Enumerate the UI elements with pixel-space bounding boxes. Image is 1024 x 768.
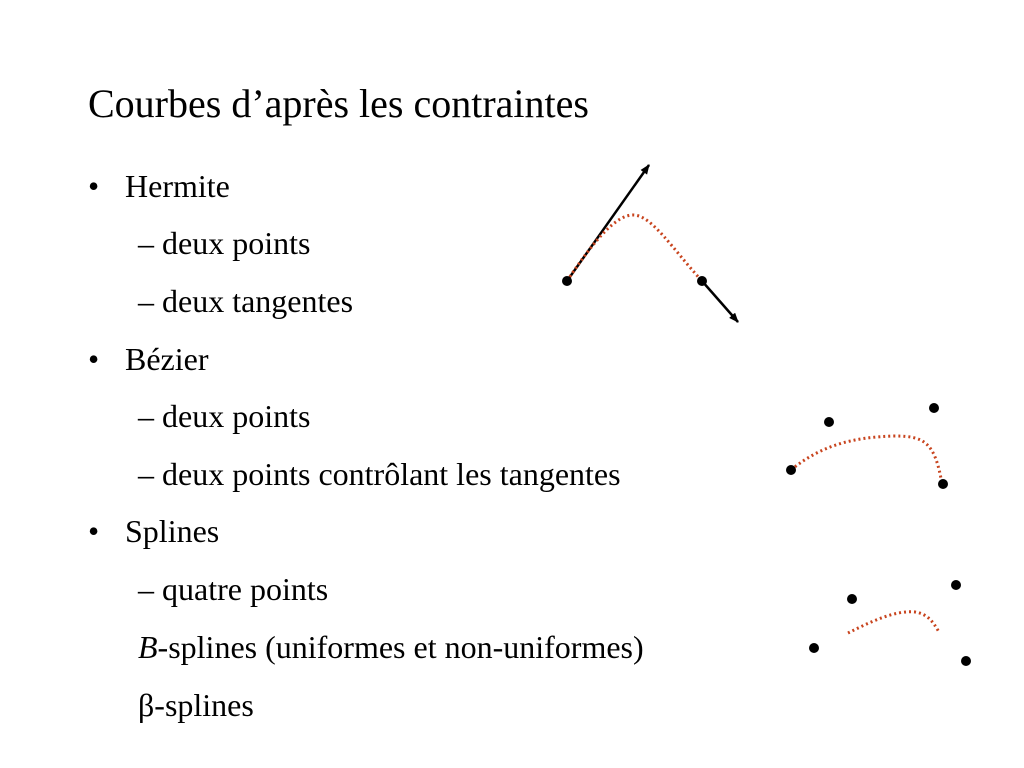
spline-curve: [848, 612, 939, 633]
bullet-label: Bézier: [125, 341, 209, 377]
slide-title: Courbes d’après les contraintes: [88, 81, 589, 126]
beta-splines-text: β-splines: [138, 687, 254, 723]
b-italic-prefix: B: [138, 629, 158, 665]
bezier-curve: [791, 436, 942, 484]
spline-point-4: [961, 656, 971, 666]
b-splines-text: -splines (uniformes et non-uniformes): [157, 629, 644, 665]
hermite-curve: [567, 215, 702, 281]
hermite-figure: [562, 165, 738, 322]
bezier-point-start: [786, 465, 796, 475]
hermite-tangent-arrow-end: [702, 281, 738, 322]
sub-item: – deux points contrôlant les tangentes: [138, 456, 621, 492]
hermite-point-end: [697, 276, 707, 286]
spline-figure: [809, 580, 971, 666]
bezier-point-end: [938, 479, 948, 489]
spline-point-1: [809, 643, 819, 653]
bullet-icon: •: [88, 168, 100, 204]
bullet-label: Hermite: [125, 168, 230, 204]
bezier-figure: [786, 403, 948, 489]
hermite-point-start: [562, 276, 572, 286]
sub-item: – deux tangentes: [138, 283, 354, 319]
bullet-label: Splines: [125, 513, 220, 549]
bezier-control-point-2: [929, 403, 939, 413]
bullet-icon: •: [88, 341, 100, 377]
sub-item: – deux points: [138, 398, 311, 434]
sub-item: – quatre points: [138, 571, 329, 607]
spline-point-3: [951, 580, 961, 590]
bezier-control-point-1: [824, 417, 834, 427]
bullet-icon: •: [88, 513, 100, 549]
spline-point-2: [847, 594, 857, 604]
sub-item: – deux points: [138, 225, 311, 261]
